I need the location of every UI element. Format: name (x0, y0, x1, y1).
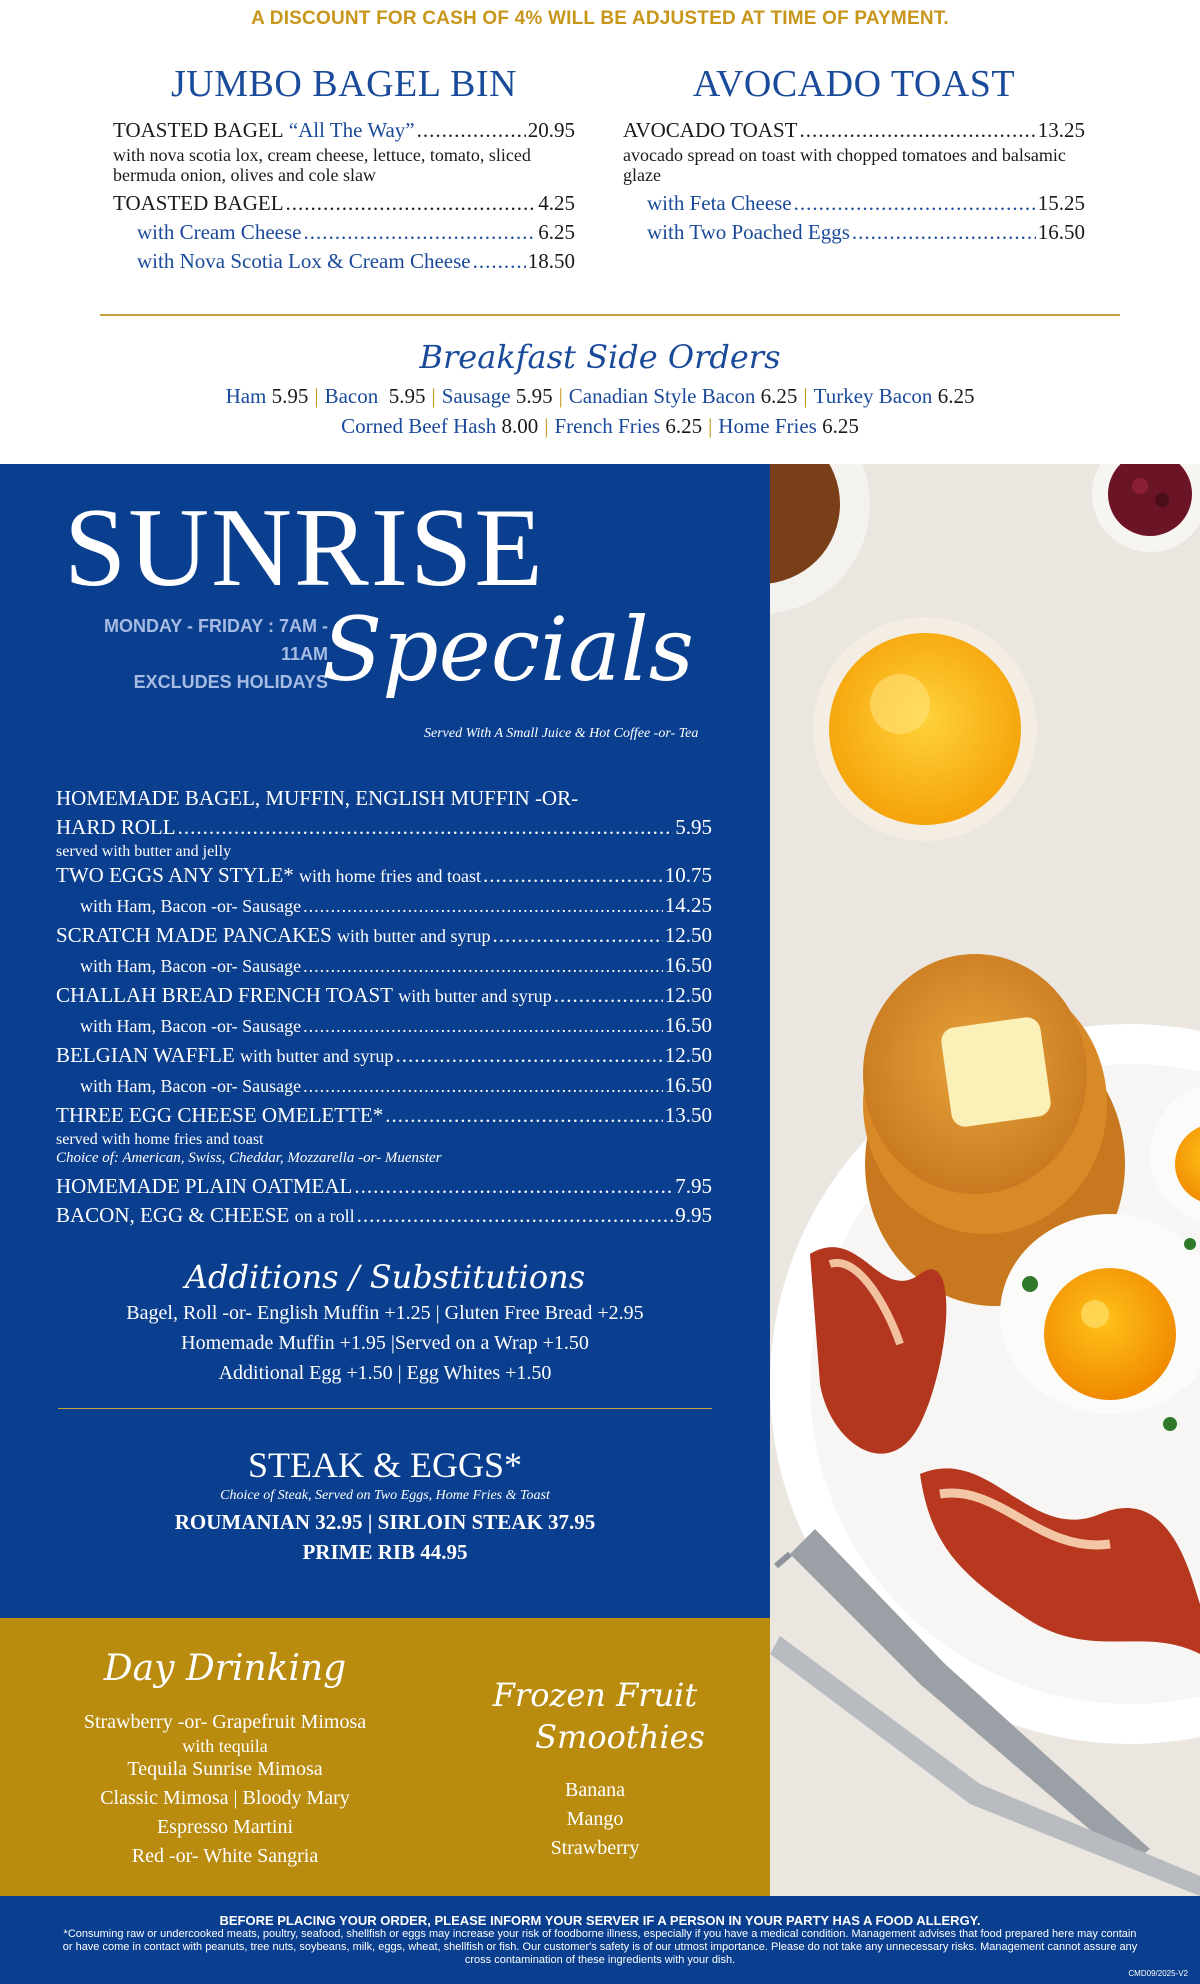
dot-leader (303, 1072, 663, 1101)
item-price: 13.25 (1037, 118, 1085, 142)
item-name: CHALLAH BREAD FRENCH TOAST (56, 983, 394, 1007)
specials-script-title: Specials (322, 598, 694, 701)
steak-prices-row-2: PRIME RIB 44.95 (302, 1540, 468, 1564)
dot-leader (554, 981, 663, 1010)
option-price: 18.50 (527, 249, 575, 273)
item-price: 7.95 (675, 1174, 712, 1198)
drink-item: Espresso Martini (156, 1816, 294, 1838)
side-item: Ham 5.95 (225, 384, 309, 408)
option-price: 16.50 (1037, 220, 1085, 244)
item-sub: with butter and syrup (398, 986, 552, 1006)
option-price: 14.25 (664, 893, 712, 917)
option-price: 16.50 (664, 953, 712, 977)
item-name: BELGIAN WAFFLE (56, 1043, 235, 1067)
dot-leader (357, 1201, 674, 1230)
steak-eggs-title: STEAK & EGGS* (247, 1445, 522, 1485)
dot-leader (286, 189, 537, 218)
option-name: with Cream Cheese (137, 220, 302, 244)
section-divider (100, 314, 1120, 316)
menu-item-homemade-bagel-name: HOMEMADE BAGEL, MUFFIN, ENGLISH MUFFIN -OR- (56, 786, 579, 810)
avocado-toast-title: AVOCADO TOAST (692, 63, 1016, 105)
steak-eggs-subtitle: Choice of Steak, Served on Two Eggs, Home Fries & Toast (220, 1488, 550, 1503)
hours-days: MONDAY - FRIDAY : 7AM - 11AM (103, 616, 328, 664)
specials-menu-list (56, 784, 712, 1231)
item-name: TOASTED BAGEL (113, 191, 284, 215)
drink-item: Classic Mimosa | Bloody Mary (100, 1787, 350, 1809)
menu-item-toasted-bagel-all-the-way (113, 116, 575, 145)
item-description: served with butter and jelly (56, 843, 232, 860)
menu-item-oatmeal (56, 1172, 712, 1201)
item-name: THREE EGG CHEESE OMELETTE* (56, 1103, 384, 1127)
separator: | (314, 384, 319, 408)
smoothie-item: Mango (566, 1808, 624, 1830)
item-price: 12.50 (664, 1043, 712, 1067)
additions-title: Additions / Substitutions (184, 1258, 586, 1296)
jumbo-bagel-section (113, 62, 575, 276)
section-divider (58, 1408, 712, 1409)
dot-leader (799, 116, 1035, 145)
menu-item-avocado-toast (623, 116, 1085, 145)
day-drinking-list (0, 1708, 450, 1871)
dot-leader (852, 218, 1036, 247)
drink-item: Strawberry -or- Grapefruit Mimosa (83, 1711, 367, 1733)
menu-item-french-toast (56, 981, 712, 1011)
item-name: TWO EGGS ANY STYLE* (56, 863, 294, 887)
side-item: Canadian Style Bacon 6.25 (568, 384, 798, 408)
side-orders-title: Breakfast Side Orders (419, 338, 781, 376)
smoothies-title (470, 1674, 720, 1758)
dot-leader (303, 892, 663, 921)
dot-leader (493, 921, 663, 950)
separator: | (544, 414, 549, 438)
dot-leader (354, 1172, 673, 1201)
item-sub: with butter and syrup (239, 1046, 394, 1066)
item-description: served with home fries and toast (56, 1131, 264, 1148)
side-item: Turkey Bacon 6.25 (813, 384, 975, 408)
option-name: with Ham, Bacon -or- Sausage (80, 1076, 302, 1096)
additions-row-3: Additional Egg +1.50 | Egg Whites +1.50 (218, 1362, 552, 1384)
item-price: 5.95 (675, 815, 712, 839)
option-name: with Ham, Bacon -or- Sausage (80, 896, 302, 916)
menu-option-feta (623, 189, 1085, 218)
jumbo-bagel-title: JUMBO BAGEL BIN (171, 63, 517, 105)
side-item: Sausage 5.95 (441, 384, 553, 408)
separator: | (708, 414, 713, 438)
additions-row-1: Bagel, Roll -or- English Muffin +1.25 | Gluten Free Bread +2.95 (126, 1302, 644, 1324)
drink-item: Tequila Sunrise Mimosa (127, 1758, 323, 1780)
item-sub: with butter and syrup (337, 926, 491, 946)
dot-leader (417, 116, 526, 145)
allergy-footer (0, 1896, 1200, 1984)
option-name: with Nova Scotia Lox & Cream Cheese (137, 249, 471, 273)
separator: | (558, 384, 563, 408)
cash-discount-notice: A DISCOUNT FOR CASH OF 4% WILL BE ADJUSTED AT TIME OF PAYMENT. (251, 8, 949, 29)
option-name: with Two Poached Eggs (647, 220, 850, 244)
item-name: AVOCADO TOAST (623, 118, 798, 142)
menu-item-homemade-bagel (56, 813, 712, 842)
item-price: 12.50 (664, 923, 712, 947)
item-price: 10.75 (664, 863, 712, 887)
menu-item-omelette (56, 1101, 712, 1130)
menu-item-two-eggs (56, 861, 712, 891)
item-choices: Choice of: American, Swiss, Cheddar, Mozzarella -or- Muenster (56, 1150, 442, 1166)
item-name: SCRATCH MADE PANCAKES (56, 923, 332, 947)
item-name-suffix: “All The Way” (288, 118, 415, 142)
menu-item-pancakes (56, 921, 712, 951)
dot-leader (473, 247, 526, 276)
menu-option-pancakes-meat (56, 951, 712, 981)
breakfast-illustration (770, 464, 1200, 1896)
menu-item-bacon-egg-cheese (56, 1201, 712, 1231)
dot-leader (483, 861, 663, 890)
item-price: 9.95 (675, 1203, 712, 1227)
sunrise-specials-panel (0, 464, 770, 1618)
item-price: 4.25 (538, 191, 575, 215)
specials-served-with: Served With A Small Juice & Hot Coffee -or- Tea (424, 726, 699, 741)
item-price: 12.50 (664, 983, 712, 1007)
dot-leader (303, 952, 663, 981)
smoothies-list (470, 1776, 720, 1863)
option-name: with Feta Cheese (647, 191, 792, 215)
smoothie-item: Strawberry (550, 1837, 640, 1859)
item-description: avocado spread on toast with chopped tomatoes and balsamic glaze (623, 145, 1066, 185)
dot-leader (385, 1101, 663, 1130)
menu-version-code: CMD09/2025-V2 (1128, 1969, 1188, 1978)
item-price: 20.95 (527, 118, 575, 142)
item-name: TOASTED BAGEL (113, 118, 284, 142)
consumption-advisory: *Consuming raw or undercooked meats, poultry, seafood, shellfish or eggs may increase your risk of foodborne illness, especially if you have a medical condition. Management advises that food prepared here may contain or have come in contact with peanuts, tree nuts, soybeans, milk, eggs, wheat, shellfish or fish. Our customer's safety is of our utmost importance. Please do not take any unnecessary risks. Management cannot assure any cross contamination of these ingredients with your dish. (62, 1928, 1138, 1966)
option-price: 16.50 (664, 1013, 712, 1037)
menu-option-poached-eggs (623, 218, 1085, 247)
menu-item-belgian-waffle (56, 1041, 712, 1071)
side-item: Bacon 5.95 (324, 384, 426, 408)
side-orders-row-1 (0, 384, 1200, 409)
separator: | (431, 384, 436, 408)
allergy-notice: BEFORE PLACING YOUR ORDER, PLEASE INFORM YOUR SERVER IF A PERSON IN YOUR PARTY HAS A FOOD ALLERGY. (219, 1913, 981, 1928)
dot-leader (303, 1012, 663, 1041)
additions-row-2: Homemade Muffin +1.95 |Served on a Wrap +1.50 (181, 1332, 589, 1354)
smoothies-title-line-2: Smoothies (535, 1718, 705, 1756)
menu-option-nova-scotia-lox (113, 247, 575, 276)
breakfast-photo (770, 464, 1200, 1896)
side-item: Home Fries 6.25 (718, 414, 859, 438)
item-name: HOMEMADE PLAIN OATMEAL (56, 1174, 353, 1198)
menu-option-two-eggs-meat (56, 891, 712, 921)
menu-option-french-toast-meat (56, 1011, 712, 1041)
menu-item-toasted-bagel (113, 189, 575, 218)
side-item: Corned Beef Hash 8.00 (341, 414, 539, 438)
hours-exclusion: EXCLUDES HOLIDAYS (133, 672, 328, 692)
smoothie-item: Banana (565, 1779, 625, 1801)
menu-option-waffle-meat (56, 1071, 712, 1101)
item-name: BACON, EGG & CHEESE (56, 1203, 290, 1227)
dot-leader (794, 189, 1036, 218)
side-item: French Fries 6.25 (554, 414, 703, 438)
option-name: with Ham, Bacon -or- Sausage (80, 1016, 302, 1036)
dot-leader (178, 813, 674, 842)
day-drinking-title: Day Drinking (103, 1648, 347, 1689)
avocado-toast-section (623, 62, 1085, 247)
option-price: 15.25 (1037, 191, 1085, 215)
drinks-panel (0, 1618, 770, 1896)
option-price: 16.50 (664, 1073, 712, 1097)
steak-prices-row-1: ROUMANIAN 32.95 | SIRLOIN STEAK 37.95 (174, 1510, 596, 1534)
dot-leader (303, 218, 536, 247)
drink-item-note: with tequila (182, 1736, 268, 1756)
smoothies-title-line-1: Frozen Fruit (492, 1676, 698, 1714)
item-sub: with home fries and toast (299, 866, 482, 886)
sunrise-title: SUNRISE (64, 486, 545, 610)
side-orders-row-2 (0, 414, 1200, 439)
separator: | (803, 384, 808, 408)
specials-hours (68, 612, 328, 696)
item-name: HARD ROLL (56, 815, 176, 839)
dot-leader (395, 1041, 662, 1070)
item-price: 13.50 (664, 1103, 712, 1127)
drink-item: Red -or- White Sangria (131, 1845, 319, 1867)
item-description: with nova scotia lox, cream cheese, lettuce, tomato, sliced bermuda onion, olives and cole slaw (113, 145, 531, 185)
option-name: with Ham, Bacon -or- Sausage (80, 956, 302, 976)
item-sub: on a roll (294, 1206, 355, 1226)
menu-option-cream-cheese (113, 218, 575, 247)
option-price: 6.25 (538, 220, 575, 244)
